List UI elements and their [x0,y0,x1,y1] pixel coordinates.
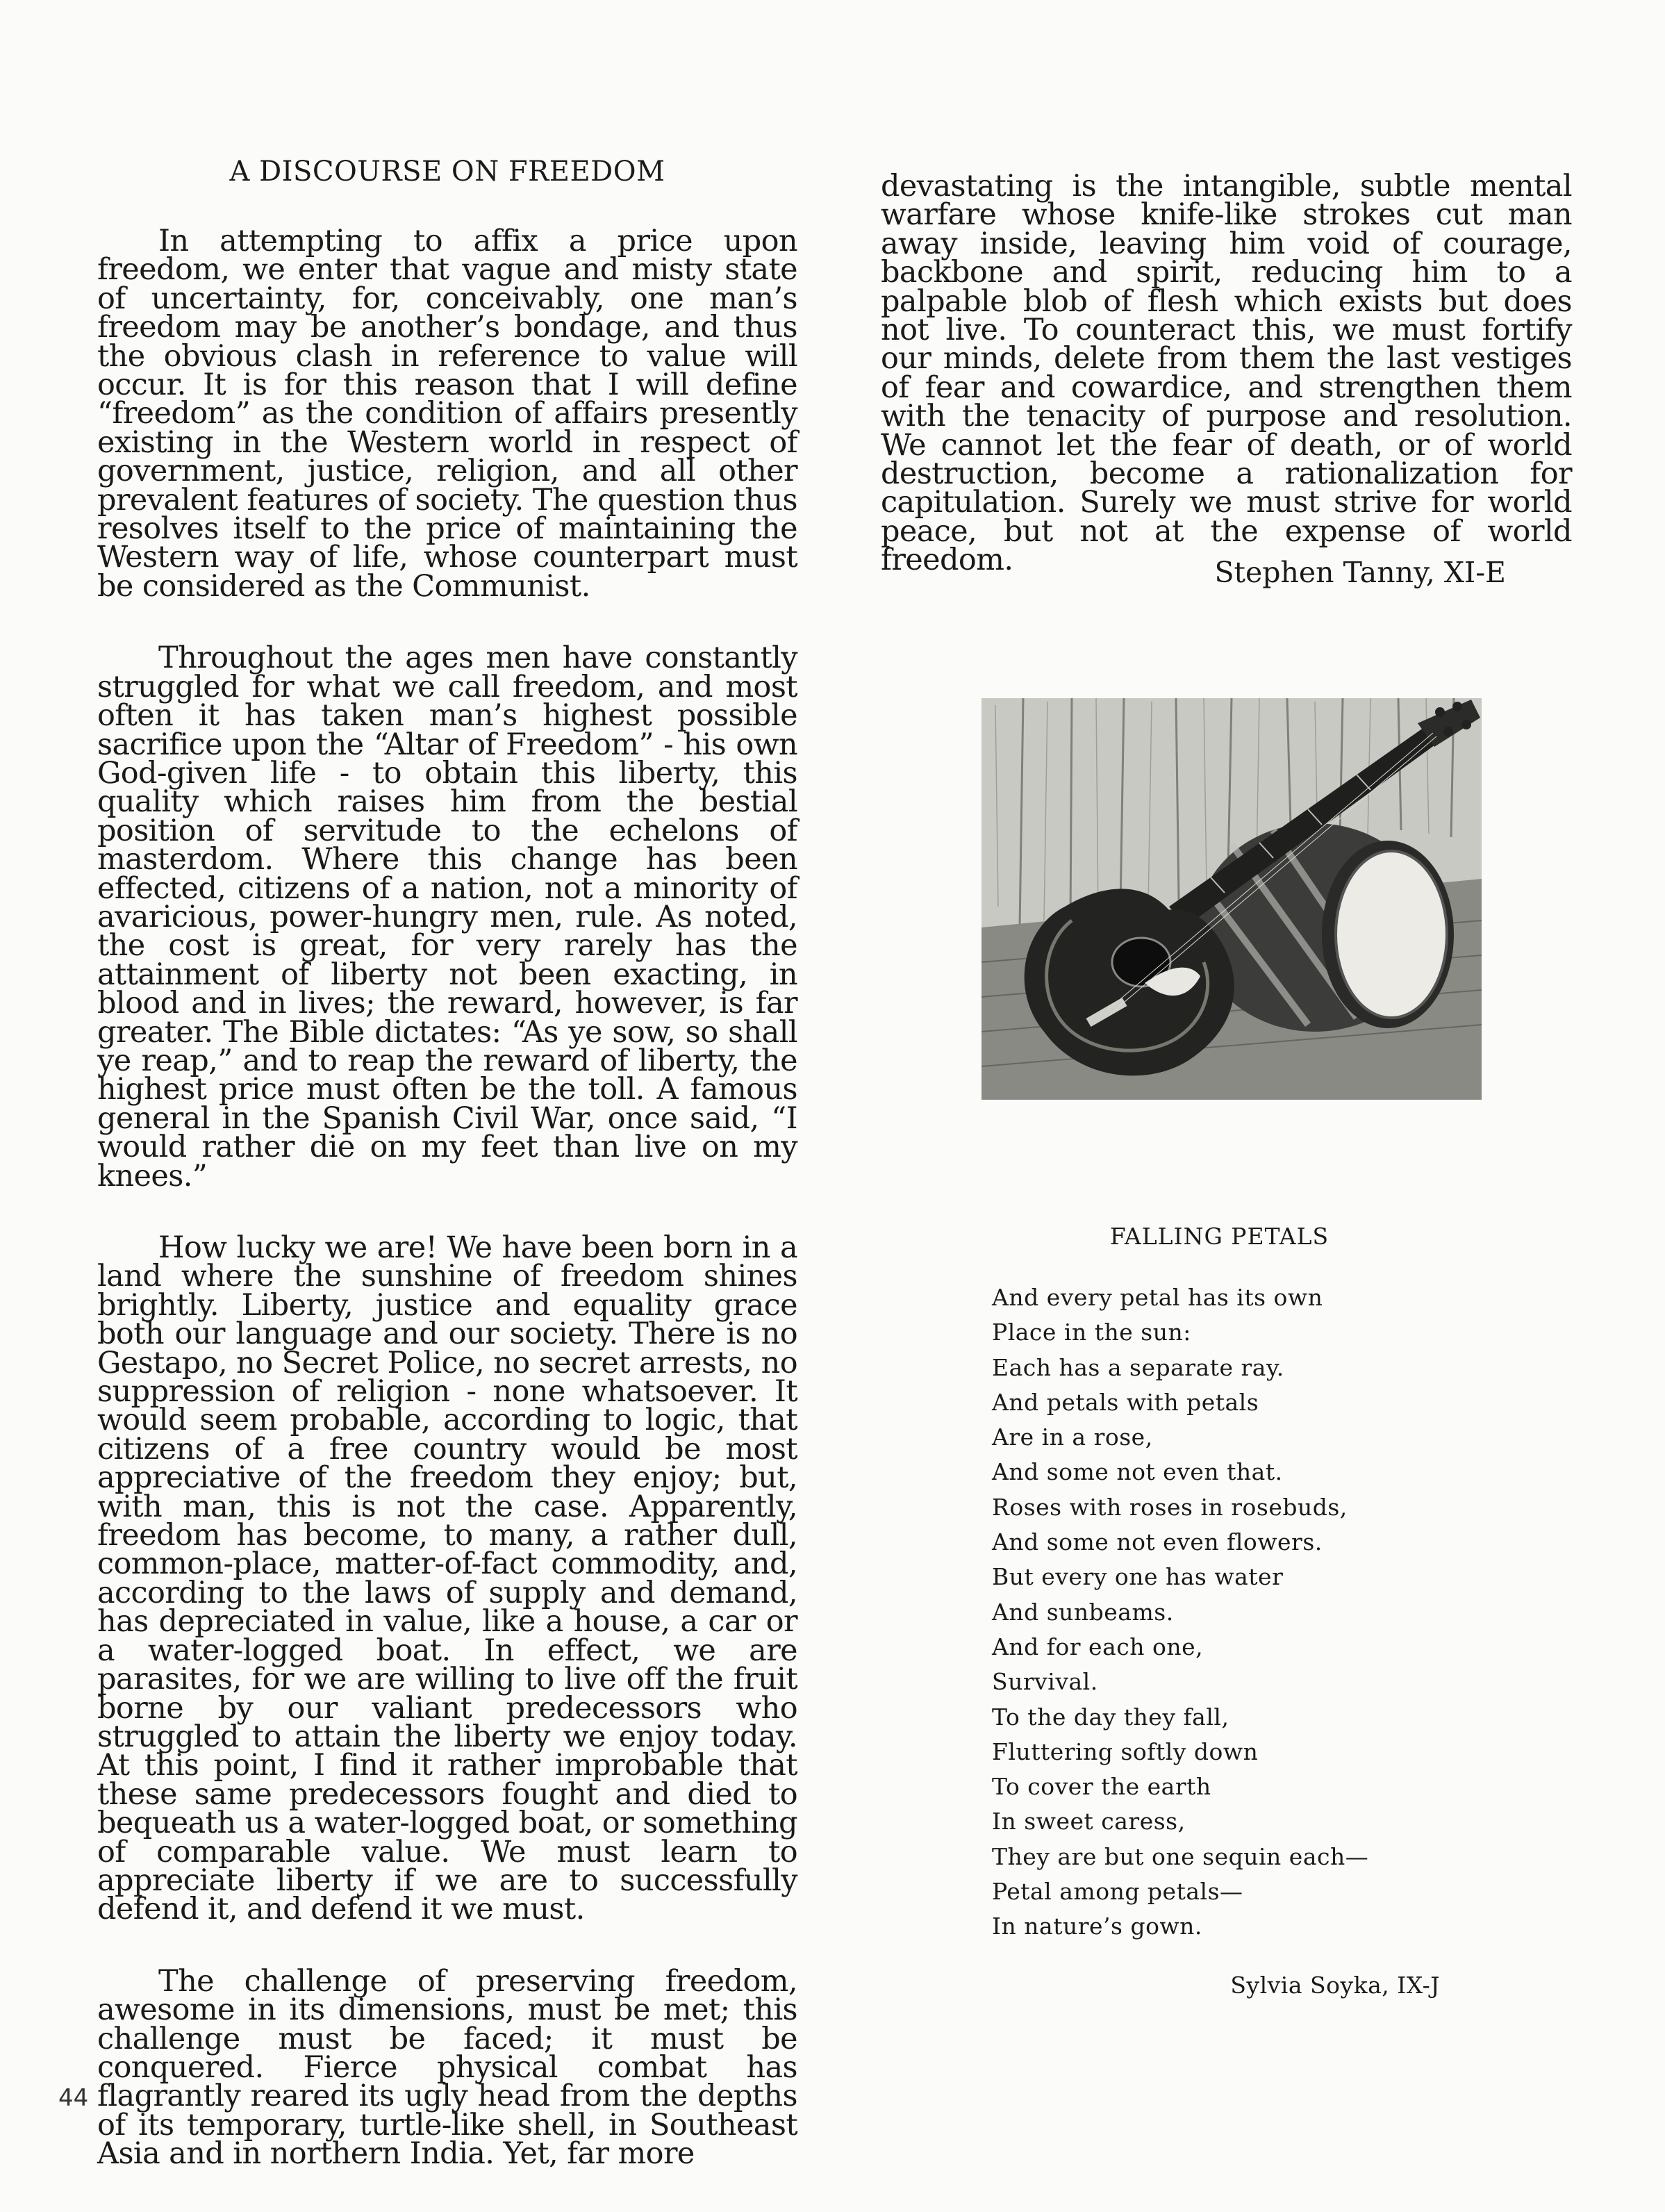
poem-line: Fluttering softly down [992,1738,1259,1765]
poem-line: Roses with roses in rosebuds, [992,1493,1348,1521]
guitar-drum-illustration [981,698,1482,1100]
poem-line: And some not even that. [992,1458,1283,1486]
essay-paragraph-4: The challenge of preserving freedom, awesome in its dimensions, must be met; this challenge must be faced; it must be conquered. Fierce physical combat has flagrantly reared its ugly head from the depths of its temporary, turtle-like shell, in Southeast Asia and in northern India. Yet, far more [97,1963,797,2172]
poem-line: And sunbeams. [992,1598,1174,1626]
poem-author: Sylvia Soyka, IX-J [1230,1972,1440,1999]
essay-paragraph-3: How lucky we are! We have been born in a land where the sunshine of freedom shines brightly. Liberty, justice and equality grace both our language and our society. There is no Gestapo, no Secret Police, no secret arrests, no suppression of religion - none whatsoever. It would seem probable, according to logic, that citizens of a free country would be most appreciative of the freedom they enjoy; but, with man, this is not the case. Apparently, freedom has become, to many, a rather dull, common-place, matter-of-fact commodity, and, according to the laws of supply and demand, has depreciated in value, like a house, a car or a water-logged boat. In effect, we are parasites, for we are willing to live off the fruit borne by our valiant predecessors who struggled to attain the liberty we enjoy today. At this point, I find it rather improbable that these same predecessors fought and died to bequeath us a water-logged boat, or something of comparable value. We must learn to appreciate liberty if we are to successfully defend it, and defend it we must. [97,1230,797,1927]
poem-line: In sweet caress, [992,1808,1186,1835]
essay-paragraph-1: In attempting to affix a price upon freedom, we enter that vague and misty state of uncertainty, for, conceivably, one man’s freedom may be another’s bondage, and thus the obvious clash in reference to value will occur. It is for this reason that I will define “freedom” as the condition of affairs presently existing in the Western world in respect of government, justice, religion, and all other prevalent features of society. The question thus resolves itself to the price of maintaining the Western way of life, whose counterpart must be considered as the Communist. [97,224,797,604]
poem-line: And some not even flowers. [992,1528,1323,1556]
poem-line: Place in the sun: [992,1319,1191,1346]
essay-right-column [881,169,1572,618]
poem-body [992,1280,1368,1945]
poem-line: And for each one, [992,1633,1204,1660]
poem-line: In nature’s gown. [992,1913,1202,1940]
poem-line: To the day they fall, [992,1703,1229,1731]
poem-line: But every one has water [992,1563,1284,1591]
poem-line: And every petal has its own [992,1284,1323,1311]
poem-line: To cover the earth [992,1773,1211,1801]
essay-paragraph-5: devastating is the intangible, subtle mental warfare whose knife-like strokes cut man away inside, leaving him void of courage, backbone and spirit, reducing him to a palpable blob of flesh which exists but does not live. To counteract this, we must fortify our minds, delete from them the last vestiges of fear and cowardice, and strengthen them with the tenacity of purpose and resolution. We cannot let the fear of death, or of world destruction, become a rationalization for capitulation. Surely we must strive for world peace, but not at the expense of world freedom. [881,169,1572,578]
poem-title: FALLING PETALS [1109,1223,1329,1250]
page-number: 44 [58,2084,89,2112]
essay-title: A DISCOURSE ON FREEDOM [229,156,665,188]
poem-line: Are in a rose, [992,1423,1153,1451]
essay-left-column [97,156,797,2212]
essay-paragraph-2: Throughout the ages men have constantly struggled for what we call freedom, and most often it has taken man’s highest possible sacrifice upon the “Altar of Freedom” - his own God-given life - to obtain this liberty, this quality which raises him from the bestial position of servitude to the echelons of masterdom. Where this change has been effected, citizens of a nation, not a minority of avaricious, power-hungry men, rule. As noted, the cost is great, for very rarely has the attainment of liberty not been exacting, in blood and in lives; the reward, however, is far greater. The Bible dictates: “As ye sow, so shall ye reap,” and to reap the reward of liberty, the highest price must often be the toll. A famous general in the Spanish Civil War, once said, “I would rather die on my feet than live on my knees.” [97,641,797,1194]
poem-line: Petal among petals— [992,1878,1243,1906]
poem-line: Survival. [992,1668,1098,1696]
essay-author: Stephen Tanny, XI-E [1214,556,1506,589]
poem-line: And petals with petals [992,1388,1259,1416]
poem-line: They are but one sequin each— [992,1842,1369,1870]
poem-line: Each has a separate ray. [992,1353,1284,1381]
